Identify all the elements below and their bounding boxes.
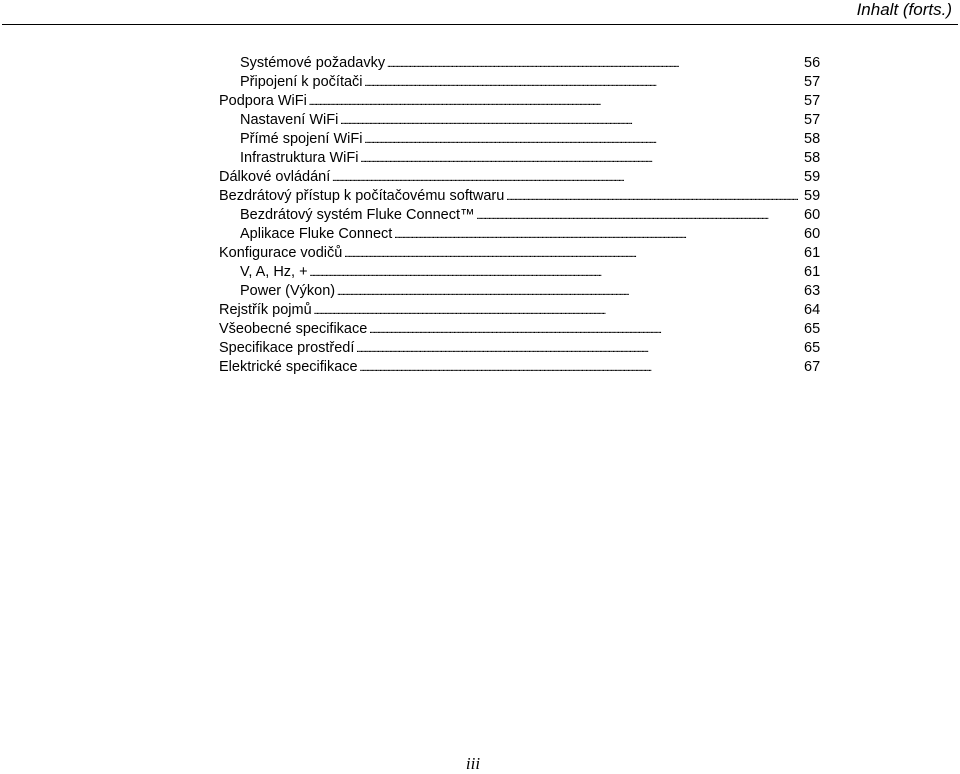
toc-entry-title: Nastavení WiFi [240,112,339,128]
toc-entry-page: 59 [804,188,821,204]
toc-leader-dots [219,130,798,150]
toc-entry[interactable] [219,92,830,111]
toc-entry-title: Rejstřík pojmů [219,302,312,318]
toc-entry[interactable] [219,206,830,225]
toc-entry-title: Podpora WiFi [219,93,307,109]
toc-entry-page: 63 [804,283,821,299]
toc-entry-page: 58 [804,150,821,166]
toc-entry-page: 58 [804,131,821,147]
toc-entry-page: 60 [804,226,821,242]
toc-entry[interactable] [219,130,830,149]
toc-entry[interactable] [219,339,830,358]
page-number: iii [465,754,481,773]
toc-entry[interactable] [219,111,830,130]
toc-entry-title: Elektrické specifikace [219,359,358,375]
toc-entry[interactable] [219,168,830,187]
toc-entry[interactable] [219,358,830,377]
toc-entry[interactable] [219,225,830,244]
toc-leader-dots [219,263,798,283]
toc-leader-dots [219,301,798,321]
toc-entry[interactable] [219,187,830,206]
toc-leader-dots [219,358,798,378]
toc-entry-title: Infrastruktura WiFi [240,150,359,166]
toc-leader-dots [219,225,798,245]
toc-entry[interactable] [219,244,830,263]
toc-leader-dots [219,149,798,169]
toc-entry-title: Bezdrátový systém Fluke Connect™ [240,207,475,223]
toc-entry-page: 57 [804,74,821,90]
running-header-title: Inhalt (forts.) [856,0,952,19]
toc-entry[interactable] [219,263,830,282]
toc-entry-title: Všeobecné specifikace [219,321,368,337]
toc-entry[interactable] [219,149,830,168]
toc-entry-page: 67 [804,359,821,375]
toc-entry-page: 65 [804,321,821,337]
toc-entry-page: 61 [804,264,821,280]
toc-entry-title: Připojení k počítači [240,74,363,90]
toc-leader-dots [219,73,798,93]
toc-entry[interactable] [219,54,830,73]
toc-entry-title: Přímé spojení WiFi [240,131,363,147]
toc-entry[interactable] [219,301,830,320]
toc-entry-page: 57 [804,93,821,109]
toc-leader-dots [219,92,798,112]
toc-entry[interactable] [219,320,830,339]
toc-entry-page: 65 [804,340,821,356]
toc-leader-dots [219,54,798,74]
toc-entry[interactable] [219,282,830,301]
toc-entry[interactable] [219,73,830,92]
toc-leader-dots [219,206,798,226]
toc-entry-page: 57 [804,112,821,128]
toc-leader-dots [219,168,798,188]
toc-entry-title: Dálkové ovládání [219,169,331,185]
toc-leader-dots [219,111,798,131]
toc-entry-page: 56 [804,55,821,71]
toc-leader-dots [219,339,798,359]
toc-entry-page: 64 [804,302,821,318]
toc-entry-title: V, A, Hz, + [240,264,308,280]
toc-entry-title: Power (Výkon) [240,283,336,299]
toc-entry-title: Aplikace Fluke Connect [240,226,393,242]
toc-entry-title: Konfigurace vodičů [219,245,343,261]
toc-entry-page: 60 [804,207,821,223]
toc-entry-title: Bezdrátový přístup k počítačovému softwaru [219,188,505,204]
toc-entry-title: Systémové požadavky [240,55,386,71]
toc-leader-dots [219,320,798,340]
toc-leader-dots [219,187,798,207]
toc-leader-dots [219,244,798,264]
toc-entry-page: 61 [804,245,821,261]
table-of-contents [219,54,830,377]
toc-entry-title: Specifikace prostředí [219,340,355,356]
toc-leader-dots [219,282,798,302]
header-rule [2,24,958,25]
toc-entry-page: 59 [804,169,821,185]
